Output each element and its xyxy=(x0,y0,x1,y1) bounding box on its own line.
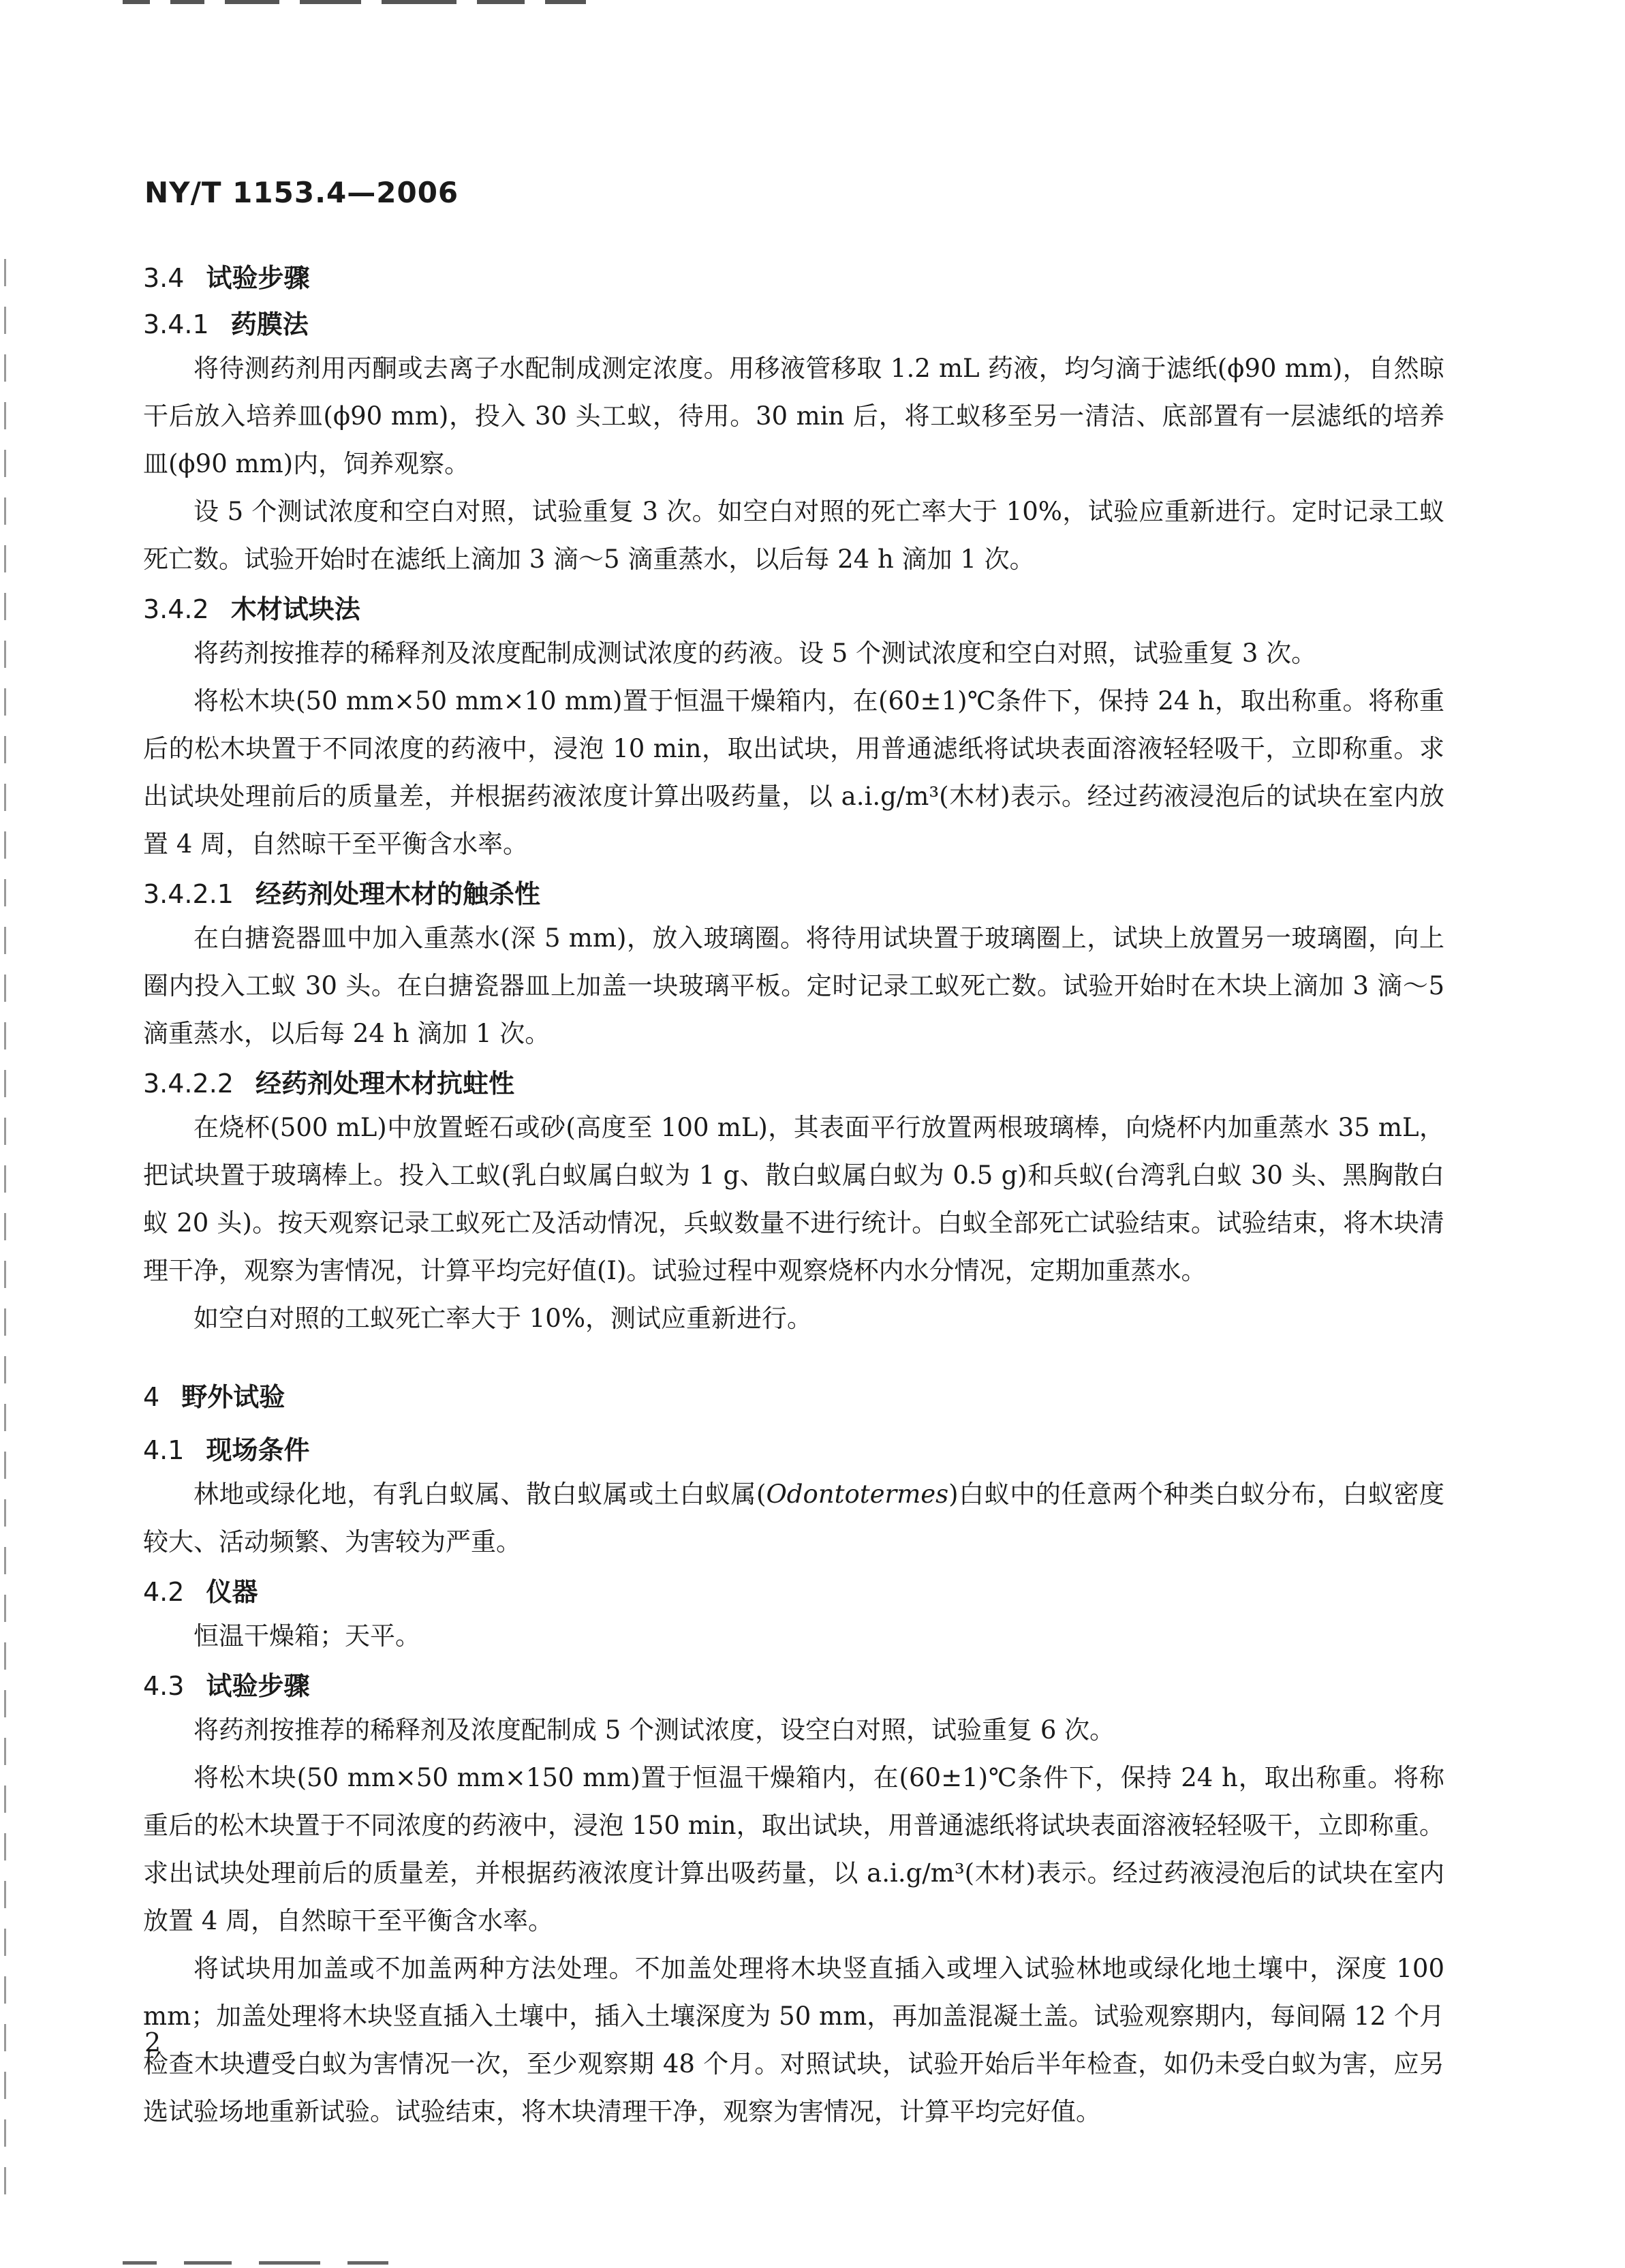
heading-number: 3.4.1 xyxy=(143,309,209,339)
paragraph: 将试块用加盖或不加盖两种方法处理。不加盖处理将木块竖直插入或埋入试验林地或绿化地土壤中，深度 100 mm；加盖处理将木块竖直插入土壤中，插入土壤深度为 50 mm，再加盖混凝土盖。试验观察期内，每间隔 12 个月检查木块遭受白蚁为害情况一次，至少观察期 48 个月。对照试块，试验开始后半年检查，如仍未受白蚁为害，应另选试验场地重新试验。试验结束，将木块清理干净，观察为害情况，计算平均完好值。 xyxy=(143,1954,1444,2126)
subsection-heading xyxy=(143,1572,1444,1612)
heading-title: 试验步骤 xyxy=(206,263,310,293)
heading-number: 4.1 xyxy=(143,1435,185,1465)
subsection-heading xyxy=(143,589,1444,630)
left-edge-scan-line xyxy=(4,259,6,2201)
heading-title: 野外试验 xyxy=(181,1382,285,1412)
heading-number: 3.4.2.2 xyxy=(143,1069,234,1099)
heading-number: 3.4.2 xyxy=(143,594,209,624)
heading-number: 3.4 xyxy=(143,263,185,293)
genus-name: Odontotermes xyxy=(766,1480,949,1509)
subsection-heading xyxy=(143,1430,1444,1471)
heading-title: 经药剂处理木材抗蛀性 xyxy=(255,1069,514,1099)
subsection-heading xyxy=(143,304,1444,345)
heading-title: 药膜法 xyxy=(230,309,309,339)
subsection-heading xyxy=(143,258,1444,298)
top-edge-marks xyxy=(123,0,1008,10)
bottom-edge-marks xyxy=(123,2256,1008,2264)
paragraph: 设 5 个测试浓度和空白对照，试验重复 3 次。如空白对照的死亡率大于 10%，试验应重新进行。定时记录工蚁死亡数。试验开始时在滤纸上滴加 3 滴～5 滴重蒸水，以后每 24 h 滴加 1 次。 xyxy=(143,497,1444,574)
paragraph: 在烧杯(500 mL)中放置蛭石或砂(高度至 100 mL)，其表面平行放置两根玻璃棒，向烧杯内加重蒸水 35 mL，把试块置于玻璃棒上。投入工蚁(乳白蚁属白蚁为 1 g、散白蚁属白蚁为 0.5 g)和兵蚁(台湾乳白蚁 30 头、黑胸散白蚁 20 头)。按天观察记录工蚁死亡及活动情况，兵蚁数量不进行统计。白蚁全部死亡试验结束。试验结束，将木块清理干净，观察为害情况，计算平均完好值(I)。试验过程中观察烧杯内水分情况，定期加重蒸水。 xyxy=(143,1113,1444,1285)
paragraph: 将待测药剂用丙酮或去离子水配制成测定浓度。用移液管移取 1.2 mL 药液，均匀滴于滤纸(ϕ90 mm)，自然晾干后放入培养皿(ϕ90 mm)，投入 30 头工蚁，待用。30 min 后，将工蚁移至另一清洁、底部置有一层滤纸的培养皿(ϕ90 mm)内，饲养观察。 xyxy=(143,354,1444,478)
heading-title: 试验步骤 xyxy=(206,1671,310,1701)
paragraph: 恒温干燥箱；天平。 xyxy=(194,1621,420,1651)
heading-title: 仪器 xyxy=(206,1577,258,1607)
heading-title: 经药剂处理木材的触杀性 xyxy=(255,879,540,909)
paragraph: 将松木块(50 mm×50 mm×150 mm)置于恒温干燥箱内，在(60±1)℃条件下，保持 24 h，取出称重。将称重后的松木块置于不同浓度的药液中，浸泡 150 min，取出试块，用普通滤纸将试块表面溶液轻轻吸干，立即称重。求出试块处理前后的质量差，并根据药液浓度计算出吸药量，以 a.i.g/m³(木材)表示。经过药液浸泡后的试块在室内放置 4 周，自然晾干至平衡含水率。 xyxy=(143,1763,1444,1935)
paragraph: 将药剂按推荐的稀释剂及浓度配制成 5 个测试浓度，设空白对照，试验重复 6 次。 xyxy=(194,1715,1115,1745)
heading-number: 4 xyxy=(143,1382,160,1412)
section-heading xyxy=(143,1370,1444,1424)
subsection-heading xyxy=(143,1666,1444,1706)
heading-number: 3.4.2.1 xyxy=(143,879,234,909)
standard-code: NY/T 1153.4—2006 xyxy=(144,176,459,209)
heading-title: 现场条件 xyxy=(206,1435,310,1465)
page-number: 2 xyxy=(144,2027,161,2057)
subsection-heading xyxy=(143,874,1444,915)
heading-number: 4.3 xyxy=(143,1671,185,1701)
paragraph: 如空白对照的工蚁死亡率大于 10%，测试应重新进行。 xyxy=(194,1304,812,1333)
subsection-heading xyxy=(143,1063,1444,1104)
paragraph: 将松木块(50 mm×50 mm×10 mm)置于恒温干燥箱内，在(60±1)℃条件下，保持 24 h，取出称重。将称重后的松木块置于不同浓度的药液中，浸泡 10 min，取出试块，用普通滤纸将试块表面溶液轻轻吸干，立即称重。求出试块处理前后的质量差，并根据药液浓度计算出吸药量，以 a.i.g/m³(木材)表示。经过药液浸泡后的试块在室内放置 4 周，自然晾干至平衡含水率。 xyxy=(143,686,1444,859)
paragraph: 林地或绿化地，有乳白蚁属、散白蚁属或土白蚁属(Odontotermes)白蚁中的任意两个种类白蚁分布，白蚁密度较大、活动频繁、为害较为严重。 xyxy=(143,1480,1444,1557)
paragraph: 将药剂按推荐的稀释剂及浓度配制成测试浓度的药液。设 5 个测试浓度和空白对照，试验重复 3 次。 xyxy=(194,639,1317,668)
heading-title: 木材试块法 xyxy=(230,594,360,624)
paragraph: 在白搪瓷器皿中加入重蒸水(深 5 mm)，放入玻璃圈。将待用试块置于玻璃圈上，试块上放置另一玻璃圈，向上圈内投入工蚁 30 头。在白搪瓷器皿上加盖一块玻璃平板。定时记录工蚁死亡数。试验开始时在木块上滴加 3 滴～5 滴重蒸水，以后每 24 h 滴加 1 次。 xyxy=(143,923,1444,1048)
document-body xyxy=(143,252,1444,2136)
heading-number: 4.2 xyxy=(143,1577,185,1607)
